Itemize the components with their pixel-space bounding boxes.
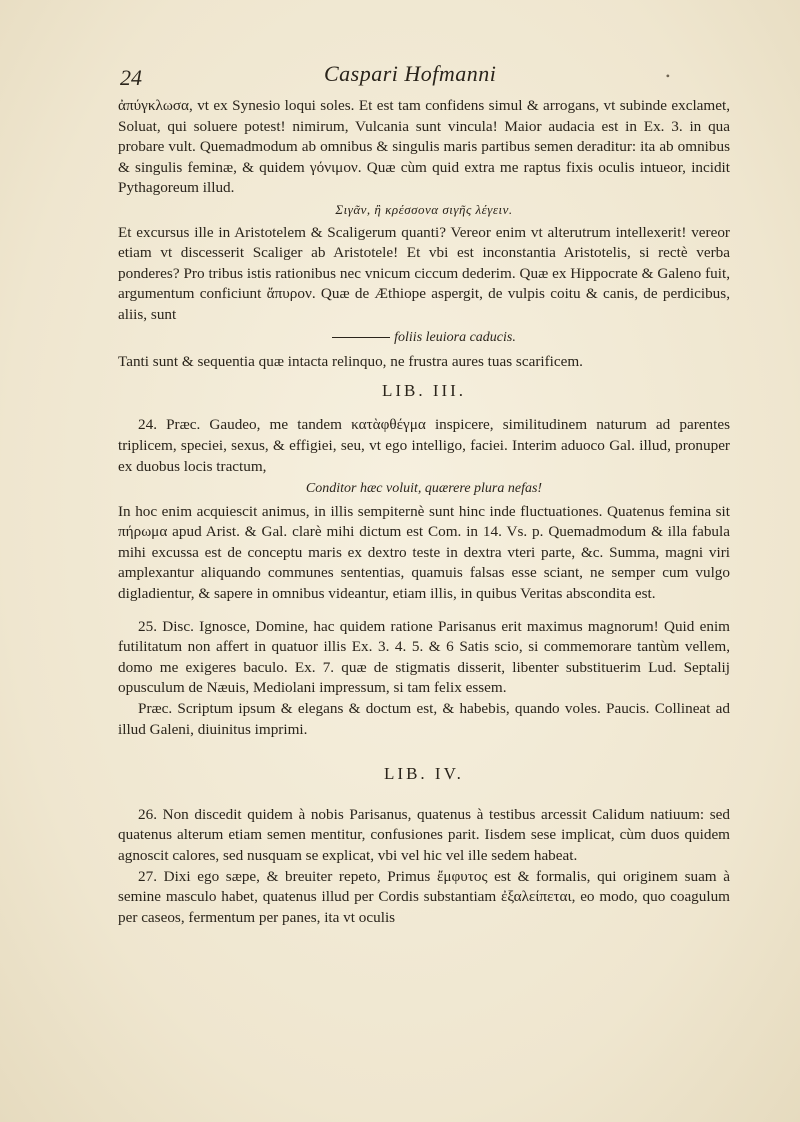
page-text-block (118, 62, 730, 928)
page-number: 24 (120, 65, 142, 90)
verse-folia (118, 328, 730, 349)
book-heading-4: LIB. IV. (384, 764, 464, 784)
paragraph-24-continued: In hoc enim acquiescit animus, in illis sempiternè sunt hinc inde fluctuationes. Quatenus femina sit πήρωμα apud Arist. & Gal. clarè mihi dictum est Com. in 14. Vs. p. Quemadmodum & illa fabula mihi excussa est de conceptu maris ex dextro teste in dextra vteri parte, &c. Summa, magni viri amplexantur aliquando communes sententias, quamuis falsas esse sciant, ne semper cum vulgo digladientur, & sapere in omnibus videantur, etiam illis, in quibus Veritas abscondita est. (118, 502, 730, 603)
paragraph-intro: ἀπύγκλωσα, vt ex Synesio loqui soles. Et est tam confidens simul & arrogans, vt subinde exclamet, Soluat, qui soluere potest! nimirum, Vulcania sunt vincula! Maior audacia est in Ex. 3. in qua probare vult. Quemadmodum ab omnibus & singulis maris partibus semen deraditur: ita ab omnibus & singulis feminæ, & quidem γόνιμον. Quæ cùm quid extra me raptus fixis oculis intueor, incidit Pythagoreum illud. (118, 97, 730, 197)
page-header (118, 62, 730, 96)
greek-verse: Σιγᾶν, ἢ κρέσσονα σιγῆς λέγειν. (335, 201, 513, 217)
running-head: Caspari Hofmanni (324, 61, 497, 86)
paragraph-27: 27. Dixi ego sæpe, & breuiter repeto, Primus ἔμφυτος est & formalis, qui originem suam à semine masculo habet, quatenus illud per Cordis substantiam ἐξαλείπεται, eo modo, quo coagulum per caseos, fermentum per panes, ita vt oculis (118, 867, 730, 926)
verse-rule-line (332, 337, 390, 338)
paragraph-24: 24. Præc. Gaudeo, me tandem κατὰφθέγμα inspicere, similitudinem naturum ad parentes triplicem, speciei, sexus, & effigiei, seu, vt ego intelligo, faciei. Interim aduoco Gal. illud, pronuper ex duobus locis tractum, (118, 416, 730, 475)
paragraph-26: 26. Non discedit quidem à nobis Parisanus, quatenus à testibus arcessit Calidum natiuum: sed quatenus alterum etiam semen mentitur, confusiones parit. Iisdem sese implicat, cùm duos quidem agnoscit calores, sed nusquam se explicat, vbi vel hic vel ille sedem habeat. (118, 805, 730, 864)
paragraph-25-continued: Præc. Scriptum ipsum & elegans & doctum est, & habebis, quando voles. Paucis. Collineat ad illud Galeni, diuinitus imprimi. (118, 700, 730, 738)
paragraph-tanti: Tanti sunt & sequentia quæ intacta relinquo, ne frustra aures tuas scarificem. (118, 353, 583, 371)
book-heading-3: LIB. III. (381, 380, 467, 400)
verse-conditor: Conditor hæc voluit, quærere plura nefas! (305, 481, 543, 497)
verse-folia-text: foliis leuiora caducis. (394, 329, 516, 345)
header-ornament: • (665, 69, 670, 83)
paragraph-excursus: Et excursus ille in Aristotelem & Scaligerum quanti? Vereor enim vt alterutrum intellexerit! vereor etiam vt discesserit Scaliger ab Aristotele! Et vbi est inconstantia Aristotelis, si rectè verba ponderes? Pro tribus istis rationibus nec vnicum ciccum dederim. Quæ ex Hippocrate & Galeno fuit, argumentum conficiunt ἄπυρον. Quæ de Æthiope aspergit, de vulpis coitu & canis, de perdicibus, aliis, sunt (118, 223, 730, 323)
paragraph-25: 25. Disc. Ignosce, Domine, hac quidem ratione Parisanus erit maximus magnorum! Quid enim futilitatum non affert in quatuor illis Ex. 3. 4. 5. & 6 Satis scio, si commemorare tantùm vellem, domo me exigeres baculo. Ex. 7. quæ de stigmatis disserit, libenter substituerim Lud. Septalij opusculum de Næuis, Mediolani impressum, si tam felix essem. (118, 617, 730, 697)
